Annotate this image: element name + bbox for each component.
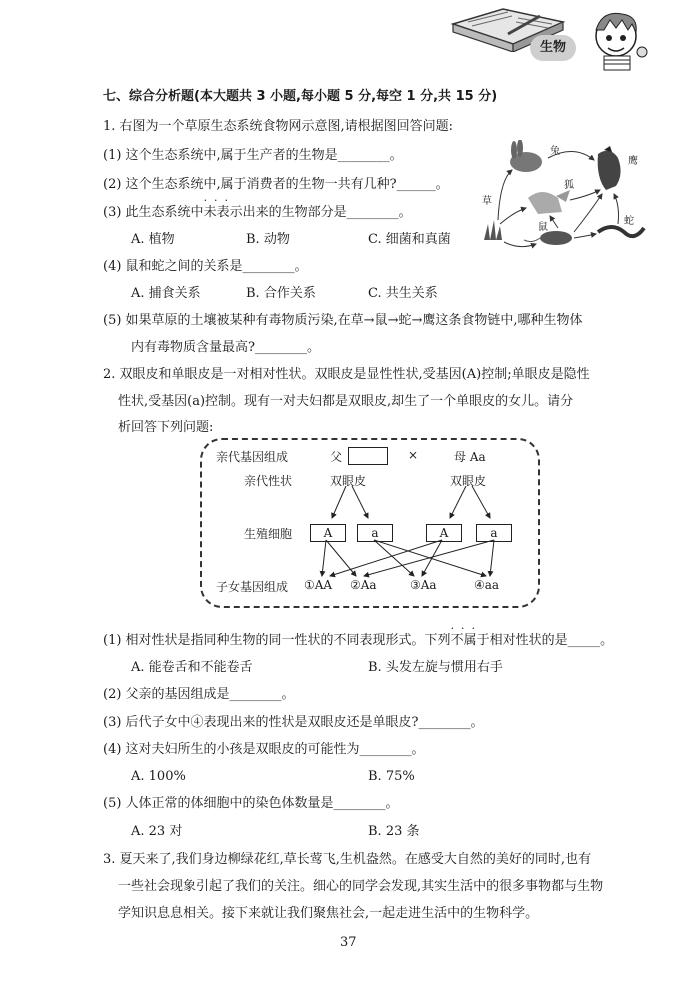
label-mouse: 鼠: [538, 222, 548, 233]
offspring-1: ①AA: [304, 578, 333, 592]
q2-sub1-option-a: A. 能卷舌和不能卷舌: [131, 660, 253, 675]
offspring-4: ④aa: [474, 578, 500, 592]
page-number: 37: [340, 935, 357, 950]
gamete-label: 生殖细胞: [244, 527, 293, 541]
q2-sub2: (2) 父亲的基因组成是________。: [103, 687, 295, 702]
q1-sub2: (2) 这个生态系统中,属于消费者的生物一共有几种?______。: [103, 177, 449, 192]
emphasis-dots: ···: [450, 622, 483, 635]
q2-sub1-emph-text: 不属于: [450, 633, 490, 648]
q1-stem: 1. 右图为一个草原生态系统食物网示意图,请根据图回答问题:: [103, 119, 454, 134]
q1-sub3-option-b: B. 动物: [246, 232, 290, 247]
genetics-diagram: [200, 438, 540, 608]
q2-sub5-option-b: B. 23 条: [368, 824, 420, 839]
section-title: 七、综合分析题(本大题共 3 小题,每小题 5 分,每空 1 分,共 15 分): [103, 89, 498, 104]
q1-sub4-option-a: A. 捕食关系: [131, 286, 201, 301]
q1-sub4-option-b: B. 合作关系: [246, 286, 316, 301]
offspring-3: ③Aa: [410, 578, 437, 592]
q1-sub3-emphasis: [203, 194, 243, 220]
label-rabbit: 兔: [550, 146, 560, 157]
q1-sub3: [103, 194, 412, 222]
q1-sub3-emph-text: 未表示: [203, 205, 243, 220]
q1-sub5-line1: (5) 如果草原的土壤被某种有毒物质污染,在草→鼠→蛇→鹰这条食物链中,哪种生物体: [103, 313, 583, 328]
gamete-3: A: [426, 524, 462, 542]
food-web-illustration: [478, 140, 648, 254]
father-genotype-blank: [348, 447, 388, 465]
q1-sub5-line2: 内有毒物质含量最高?________。: [131, 340, 320, 355]
q2-stem-line1: 2. 双眼皮和单眼皮是一对相对性状。双眼皮是显性性状,受基因(A)控制;单眼皮是隐性: [103, 367, 590, 382]
cartoon-kid-illustration: [582, 8, 652, 72]
q3-line1: 3. 夏天来了,我们身边柳绿花红,草长莺飞,生机盎然。在感受大自然的美好的同时,也有: [103, 852, 592, 867]
q2-sub1-emphasis: [450, 622, 490, 648]
offspring-label: 子女基因组成: [216, 580, 289, 594]
q3-line2: 一些社会现象引起了我们的关注。细心的同学会发现,其实生活中的很多事物都与生物: [118, 879, 604, 894]
q2-sub5-option-a: A. 23 对: [131, 824, 183, 839]
gamete-1: A: [310, 524, 346, 542]
mother-trait: 双眼皮: [450, 474, 487, 488]
offspring-2: ②Aa: [350, 578, 377, 592]
parent-genotype-label: 亲代基因组成: [216, 450, 289, 464]
q2-sub1-pre: (1) 相对性状是指同种生物的同一性状的不同表现形式。下列: [103, 633, 451, 648]
q2-sub4: (4) 这对夫妇所生的小孩是双眼皮的可能性为________。: [103, 742, 425, 757]
food-web-drawing: [478, 140, 648, 254]
emphasis-dots: ···: [203, 194, 236, 207]
q1-sub4-option-c: C. 共生关系: [368, 286, 438, 301]
label-grass: 草: [482, 196, 492, 207]
cross-symbol: ×: [408, 448, 419, 462]
q1-sub3-post: 出来的生物部分是________。: [242, 205, 412, 220]
q1-sub3-option-a: A. 植物: [131, 232, 175, 247]
q1-sub4: (4) 鼠和蛇之间的关系是________。: [103, 259, 308, 274]
q1-sub3-pre: (3) 此生态系统中: [103, 205, 204, 220]
q2-sub5: (5) 人体正常的体细胞中的染色体数量是________。: [103, 796, 399, 811]
q1-sub1: (1) 这个生态系统中,属于生产者的生物是________。: [103, 148, 403, 163]
q2-sub1: [103, 622, 614, 650]
q2-sub1-post: 相对性状的是_____。: [489, 633, 614, 648]
parent-trait-label: 亲代性状: [244, 474, 293, 488]
q3-line3: 学知识息息相关。接下来就让我们聚焦社会,一起走进生活中的生物科学。: [118, 906, 539, 921]
subject-badge: 生物: [530, 35, 576, 61]
q2-sub4-option-b: B. 75%: [368, 769, 415, 784]
gamete-4: a: [476, 524, 512, 542]
gamete-2: a: [357, 524, 393, 542]
label-snake: 蛇: [624, 216, 634, 227]
father-label: 父: [330, 450, 343, 464]
q2-stem-line3: 析回答下列问题:: [118, 420, 214, 435]
q1-sub3-option-c: C. 细菌和真菌: [368, 232, 451, 247]
q2-sub4-option-a: A. 100%: [131, 769, 186, 784]
q2-sub1-option-b: B. 头发左旋与惯用右手: [368, 660, 503, 675]
q2-stem-line2: 性状,受基因(a)控制。现有一对夫妇都是双眼皮,却生了一个单眼皮的女儿。请分: [118, 394, 574, 409]
label-fox: 狐: [564, 180, 574, 191]
q2-sub3: (3) 后代子女中④表现出来的性状是双眼皮还是单眼皮?________。: [103, 715, 484, 730]
mother-genotype: 母 Aa: [454, 450, 486, 464]
father-trait: 双眼皮: [330, 474, 367, 488]
label-eagle: 鹰: [628, 156, 638, 167]
